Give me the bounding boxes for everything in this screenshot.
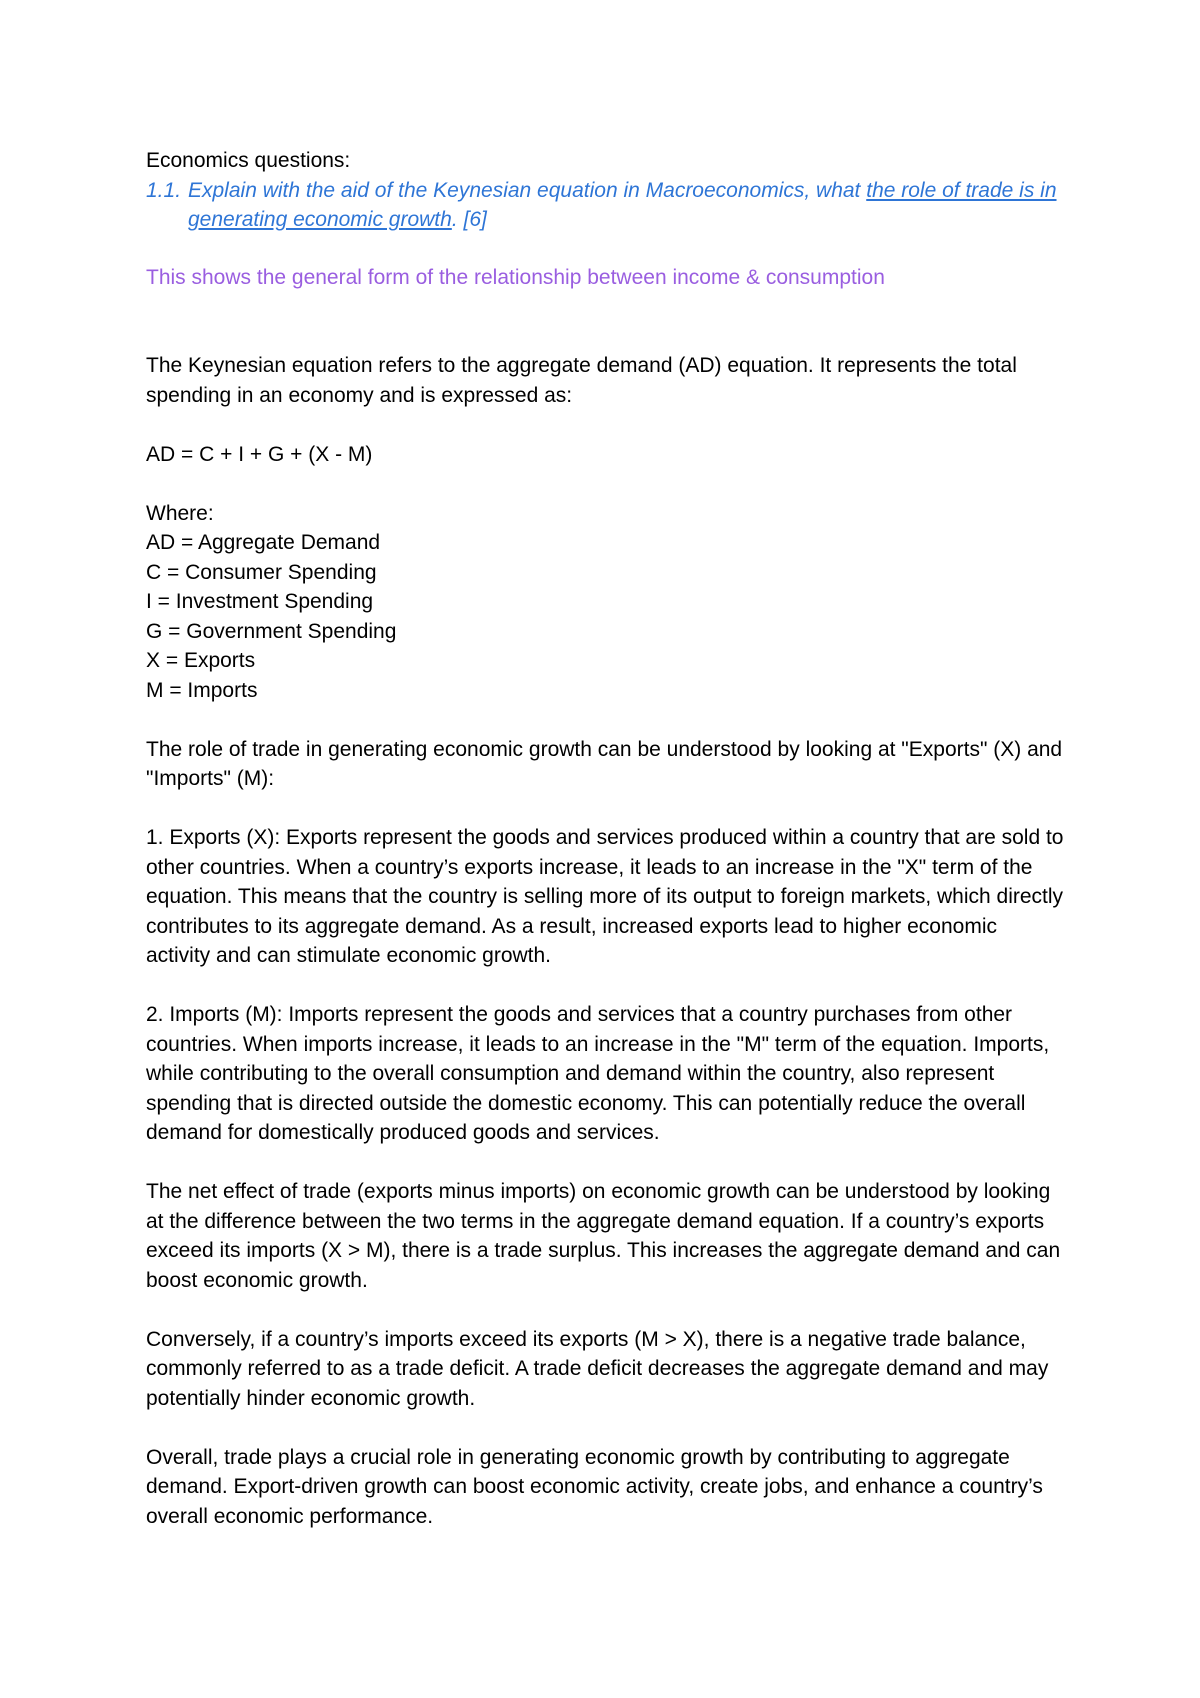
document-body: [146, 146, 1066, 1531]
exports-point: 1. Exports (X): Exports represent the goods and services produced within a country that are sold to other countries. When a country’s exports increase, it leads to an increase in the "X" term of the equation. This means that the country is selling more of its output to foreign markets, which directly contributes to its aggregate demand. As a result, increased exports lead to higher economic activity and can stimulate economic growth.: [146, 826, 1064, 967]
definition-ad: AD = Aggregate Demand: [146, 531, 381, 554]
trade-intro-paragraph: The role of trade in generating economic growth can be understood by looking at "Exports" (X) and "Imports" (M):: [146, 737, 1063, 790]
intro-paragraph: The Keynesian equation refers to the aggregate demand (AD) equation. It represents the total spending in an economy and is expressed as:: [146, 354, 1017, 407]
definition-g: G = Government Spending: [146, 619, 397, 643]
conversely-paragraph: Conversely, if a country’s imports exceed its exports (M > X), there is a negative trade balance, commonly referred to as a trade deficit. A trade deficit decreases the aggregate demand and may potentially hinder economic growth.: [146, 1327, 1049, 1410]
purple-note: This shows the general form of the relationship between income & consumption: [146, 265, 885, 289]
overall-paragraph: Overall, trade plays a crucial role in generating economic growth by contributing to aggregate demand. Export-driven growth can boost economic activity, create jobs, and enhance a country’s overall economic performance.: [146, 1445, 1043, 1528]
question-text-underlined: the role of trade is in generating economic growth: [188, 178, 1057, 231]
imports-point: 2. Imports (M): Imports represent the goods and services that a country purchases from other countries. When imports increase, it leads to an increase in the "M" term of the equation. Imports, while contributing to the overall consumption and demand within the country, also represent spending that is directed outside the domestic economy. This can potentially reduce the overall demand for domestically produced goods and services.: [146, 1003, 1050, 1144]
question-1-1: [146, 176, 1066, 235]
heading: Economics questions:: [146, 149, 351, 172]
question-number: 1.1.: [146, 178, 182, 202]
definition-c: C = Consumer Spending: [146, 560, 377, 584]
equation: AD = C + I + G + (X - M): [146, 442, 373, 466]
definition-x: X = Exports: [146, 649, 256, 672]
question-text-after: . [6]: [451, 208, 487, 231]
question-text-before: Explain with the aid of the Keynesian equation in Macroeconomics, what: [188, 178, 867, 202]
definition-m: M = Imports: [146, 678, 258, 702]
where-label: Where:: [146, 501, 214, 525]
net-effect-paragraph: The net effect of trade (exports minus imports) on economic growth can be understood by looking at the difference between the two terms in the aggregate demand equation. If a country’s exports exceed its imports (X > M), there is a trade surplus. This increases the aggregate demand and can boost economic growth.: [146, 1180, 1061, 1292]
definition-i: I = Investment Spending: [146, 590, 374, 613]
